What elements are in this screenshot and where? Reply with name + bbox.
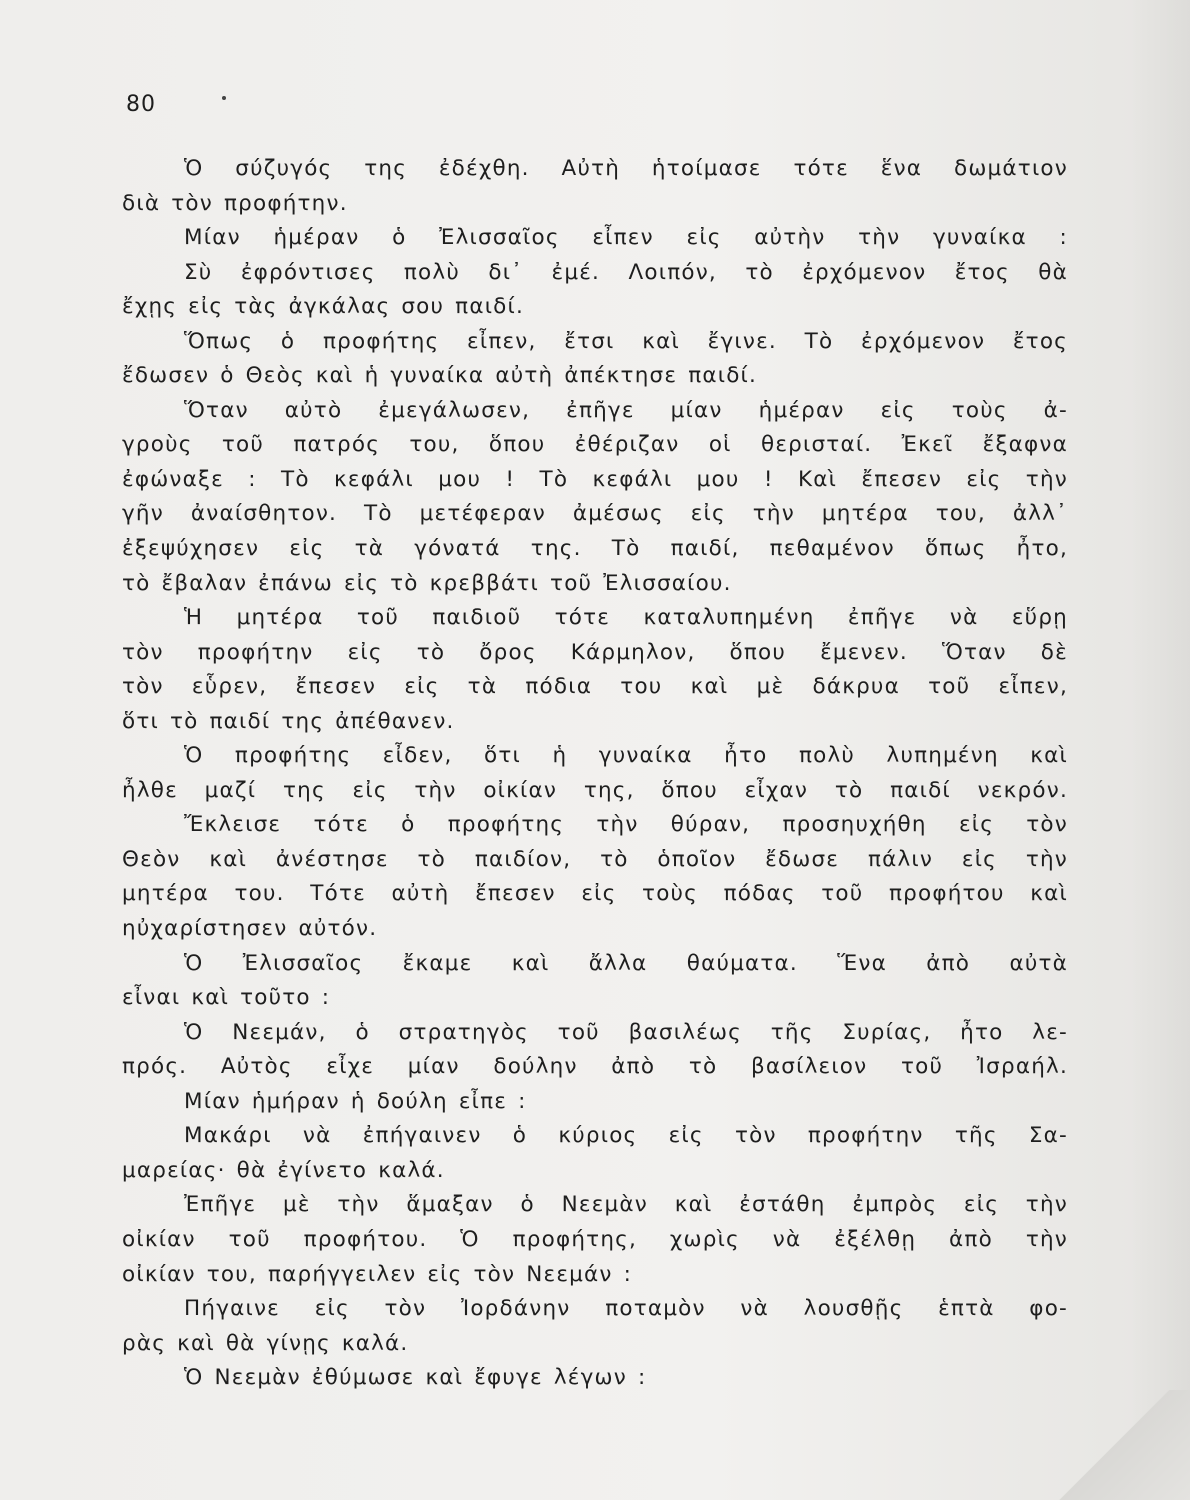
- text-line: οἰκίαν του, παρήγγειλεν εἰς τὸν Νεεμάν :: [122, 1261, 633, 1287]
- text-line: ἐφώναξε : Τὸ κεφάλι μου ! Τὸ κεφάλι μου ! Καὶ ἔπεσεν εἰς τὴν: [122, 466, 1068, 492]
- text-line: Ὁ Νεεμάν, ὁ στρατηγὸς τοῦ βασιλέως τῆς Συρίας, ἦτο λε-: [184, 1019, 1068, 1045]
- text-line: Πήγαινε εἰς τὸν Ἰορδάνην ποταμὸν νὰ λουσθῇς ἑπτὰ φο-: [184, 1296, 1068, 1322]
- body-text: [122, 152, 1068, 1396]
- text-line: ἔχῃς εἰς τὰς ἀγκάλας σου παιδί.: [122, 294, 525, 320]
- text-line: Ὅταν αὐτὸ ἐμεγάλωσεν, ἐπῆγε μίαν ἡμέραν εἰς τοὺς ἀ-: [184, 397, 1068, 423]
- text-line: Ἐπῆγε μὲ τὴν ἅμαξαν ὁ Νεεμὰν καὶ ἐστάθη ἐμπρὸς εἰς τὴν: [184, 1192, 1068, 1218]
- text-line: Ὅπως ὁ προφήτης εἶπεν, ἔτσι καὶ ἔγινε. Τὸ ἐρχόμενον ἔτος: [184, 328, 1068, 354]
- text-line: τὸ ἔβαλαν ἐπάνω εἰς τὸ κρεββάτι τοῦ Ἐλισσαίου.: [122, 570, 732, 596]
- text-line: ρὰς καὶ θὰ γίνῃς καλά.: [122, 1330, 409, 1356]
- text-line: Ἔκλεισε τότε ὁ προφήτης τὴν θύραν, προσηυχήθη εἰς τὸν: [184, 812, 1068, 838]
- text-line: Μακάρι νὰ ἐπήγαινεν ὁ κύριος εἰς τὸν προφήτην τῆς Σα-: [184, 1123, 1068, 1149]
- text-line: πρός. Αὐτὸς εἶχε μίαν δούλην ἀπὸ τὸ βασίλειον τοῦ Ἰσραήλ.: [122, 1054, 1068, 1080]
- text-line: ηὐχαρίστησεν αὐτόν.: [122, 916, 378, 942]
- text-line: τὸν εὗρεν, ἔπεσεν εἰς τὰ πόδια του καὶ μὲ δάκρυα τοῦ εἶπεν,: [122, 674, 1068, 700]
- text-line: Ὁ σύζυγός της ἐδέχθη. Αὐτὴ ἡτοίμασε τότε ἕνα δωμάτιον: [184, 156, 1068, 181]
- text-line: ὅτι τὸ παιδί της ἀπέθανεν.: [122, 708, 455, 734]
- text-line: μητέρα του. Τότε αὐτὴ ἔπεσεν εἰς τοὺς πόδας τοῦ προφήτου καὶ: [122, 881, 1068, 907]
- text-line: Θεὸν καὶ ἀνέστησε τὸ παιδίον, τὸ ὁποῖον ἔδωσε πάλιν εἰς τὴν: [122, 846, 1068, 872]
- text-line: μαρείας· θὰ ἐγίνετο καλά.: [122, 1157, 445, 1183]
- text-line: τὸν προφήτην εἰς τὸ ὄρος Κάρμηλον, ὅπου ἔμενεν. Ὅταν δὲ: [122, 639, 1068, 665]
- text-line: ἔδωσεν ὁ Θεὸς καὶ ἡ γυναίκα αὐτὴ ἀπέκτησε παιδί.: [122, 363, 758, 389]
- text-line: ἐξεψύχησεν εἰς τὰ γόνατά της. Τὸ παιδί, πεθαμένον ὅπως ἦτο,: [122, 536, 1068, 562]
- text-line: Ὁ Νεεμὰν ἐθύμωσε καὶ ἔφυγε λέγων :: [184, 1365, 647, 1391]
- text-line: Σὺ ἐφρόντισες πολὺ δι᾿ ἐμέ. Λοιπόν, τὸ ἐρχόμενον ἔτος θὰ: [184, 259, 1068, 285]
- page-number: 80: [126, 92, 156, 117]
- text-line: Ὁ προφήτης εἶδεν, ὅτι ἡ γυναίκα ἦτο πολὺ λυπημένη καὶ: [184, 743, 1068, 769]
- text-line: εἶναι καὶ τοῦτο :: [122, 985, 331, 1011]
- page-edge-shadow: [1130, 0, 1190, 1500]
- text-line: Μίαν ἡμήραν ἡ δούλη εἶπε :: [184, 1088, 527, 1114]
- text-line: γῆν ἀναίσθητον. Τὸ μετέφεραν ἀμέσως εἰς τὴν μητέρα του, ἀλλ᾿: [122, 501, 1068, 527]
- text-line: διὰ τὸν προφήτην.: [122, 190, 348, 216]
- text-line: γροὺς τοῦ πατρός του, ὅπου ἐθέριζαν οἱ θερισταί. Ἐκεῖ ἔξαφνα: [122, 432, 1068, 458]
- text-line: Μίαν ἡμέραν ὁ Ἐλισσαῖος εἶπεν εἰς αὐτὴν τὴν γυναίκα :: [184, 225, 1068, 251]
- text-line: Ἡ μητέρα τοῦ παιδιοῦ τότε καταλυπημένη ἐπῆγε νὰ εὕρῃ: [184, 605, 1068, 631]
- text-line: Ὁ Ἐλισσαῖος ἔκαμε καὶ ἄλλα θαύματα. Ἕνα ἀπὸ αὐτὰ: [184, 950, 1068, 976]
- text-line: ἦλθε μαζί της εἰς τὴν οἰκίαν της, ὅπου εἶχαν τὸ παιδί νεκρόν.: [122, 777, 1068, 803]
- page-corner-curl: [1040, 1390, 1190, 1500]
- ink-speck: [222, 96, 226, 100]
- text-line: οἰκίαν τοῦ προφήτου. Ὁ προφήτης, χωρὶς νὰ ἐξέλθῃ ἀπὸ τὴν: [122, 1226, 1068, 1252]
